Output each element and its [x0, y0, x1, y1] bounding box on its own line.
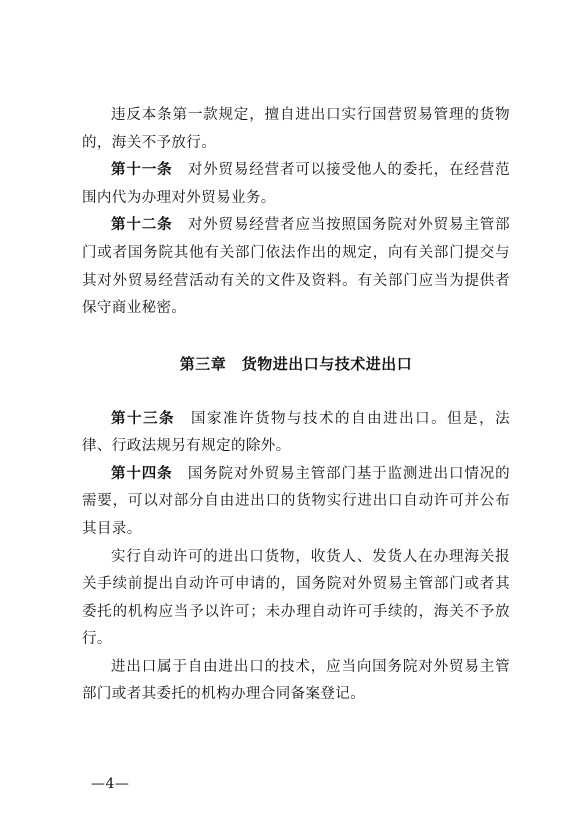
article-11 — [82, 157, 510, 212]
article-text: 国家准许货物与技术的自由进出口。但是，法律、行政法规另有规定的除外。 — [82, 410, 510, 455]
article-14 — [82, 461, 510, 544]
paragraph-text: 进出口属于自由进出口的技术，应当向国务院对外贸易主管部门或者其委托的机构办理合同备案登记。 — [82, 658, 510, 703]
article-13 — [82, 406, 510, 461]
paragraph-text: 实行自动许可的进出口货物，收货人、发货人在办理海关报关手续前提出自动许可申请的，国务院对外贸易主管部门或者其委托的机构应当予以许可；未办理自动许可手续的，海关不予放行。 — [82, 548, 510, 648]
article-12 — [82, 212, 510, 322]
article-label: 第十一条 — [111, 162, 173, 179]
paragraph-automatic-license — [82, 544, 510, 654]
article-text: 对外贸易经营者应当按照国务院对外贸易主管部门或者国务院其他有关部门依法作出的规定，向有关部门提交与其对外贸易经营活动有关的文件及资料。有关部门应当为提供者保守商业秘密。 — [82, 217, 510, 317]
document-body — [82, 102, 510, 709]
article-label: 第十三条 — [111, 410, 176, 427]
paragraph-text: 违反本条第一款规定，擅自进出口实行国营贸易管理的货物的，海关不予放行。 — [82, 107, 510, 151]
chapter-title: 第三章 货物进出口与技术进出口 — [179, 354, 413, 373]
paragraph-technology-registration — [82, 654, 510, 709]
article-label: 第十四条 — [111, 465, 173, 482]
page-number: —4— — [91, 776, 130, 792]
article-text: 对外贸易经营者可以接受他人的委托，在经营范围内代为办理对外贸易业务。 — [82, 162, 510, 206]
paragraph-violation-clause — [82, 102, 510, 157]
article-label: 第十二条 — [111, 217, 173, 234]
article-text: 国务院对外贸易主管部门基于监测进出口情况的需要，可以对部分自由进出口的货物实行进出口自动许可并公布其目录。 — [82, 465, 510, 537]
